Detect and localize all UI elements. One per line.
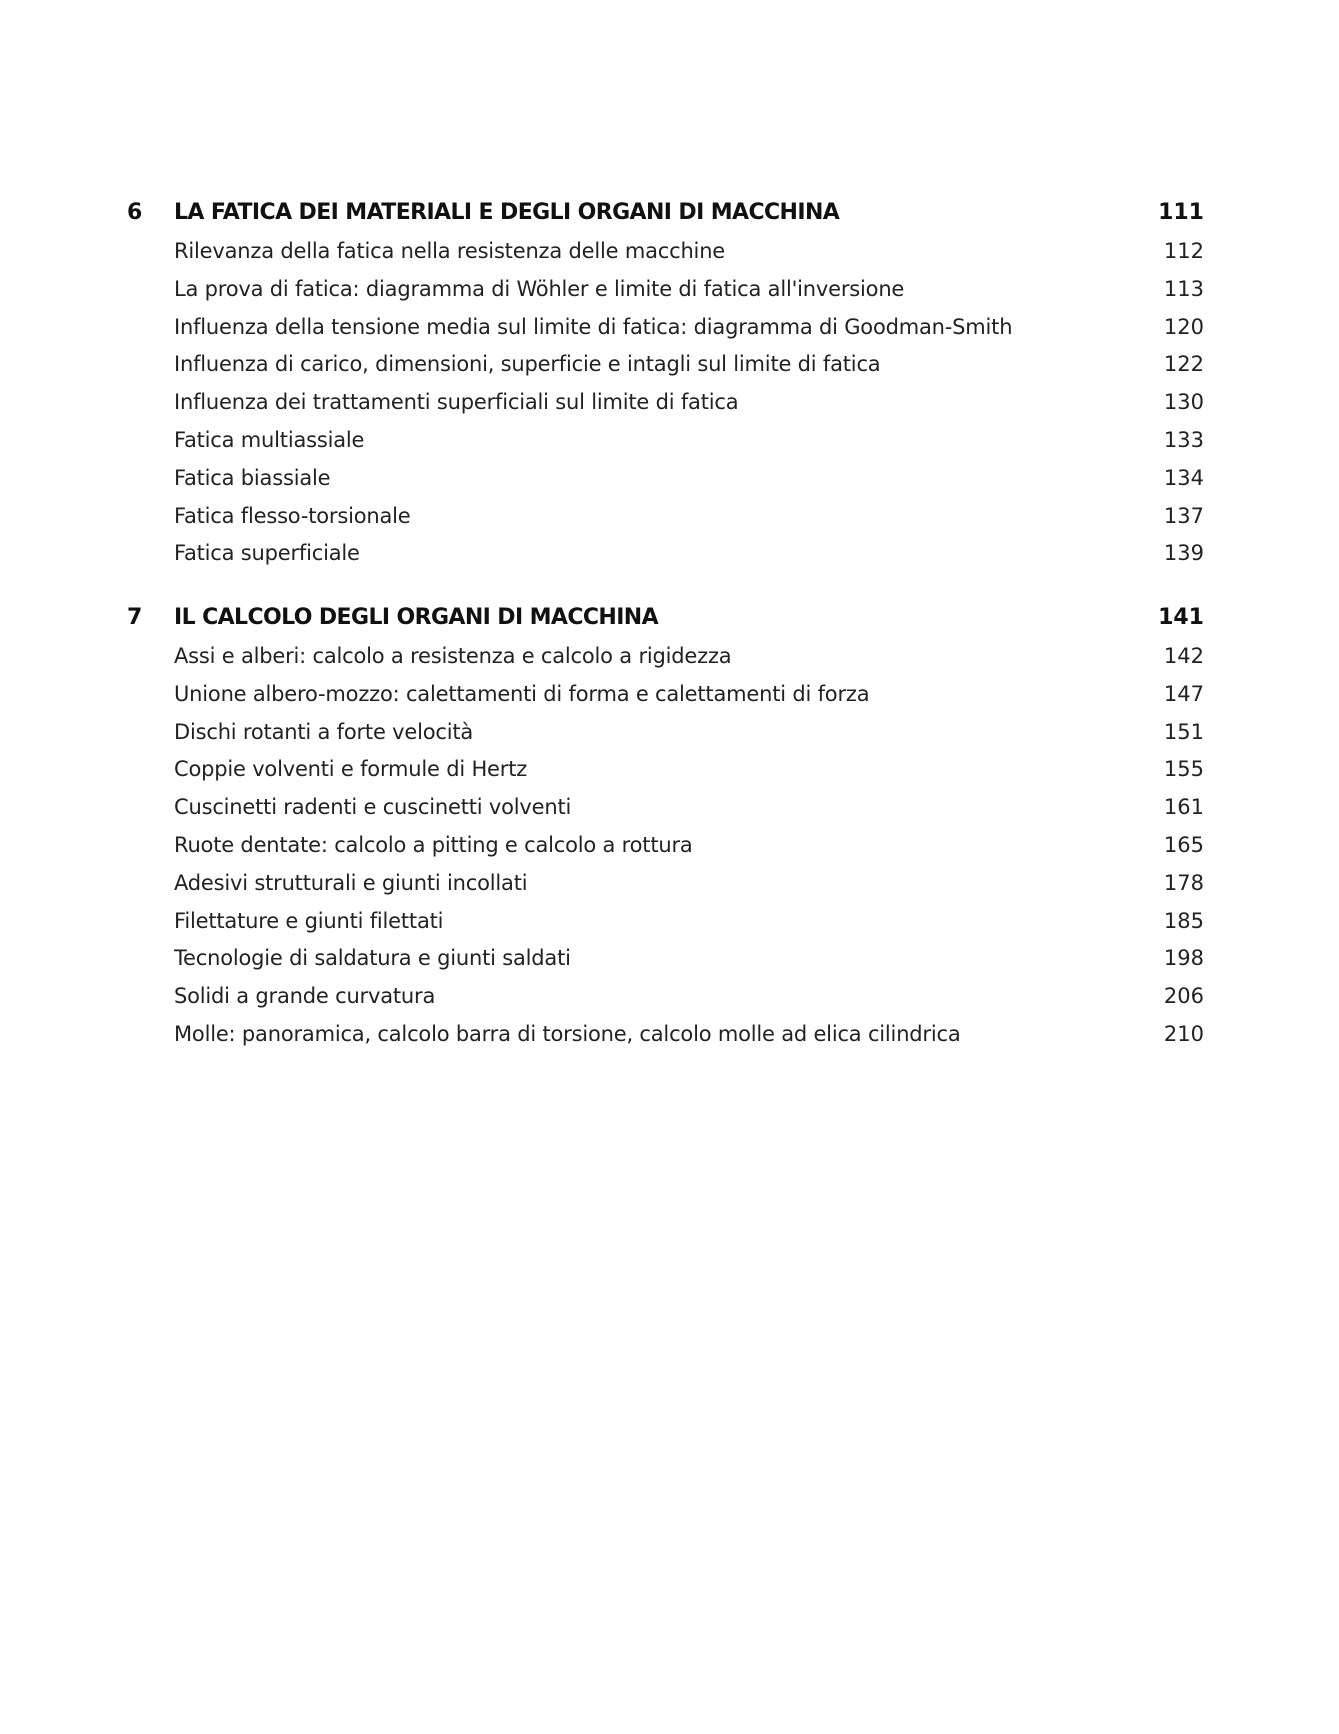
entry-page-number: 161	[1163, 795, 1204, 820]
chapter-page-number: 111	[1158, 200, 1204, 225]
entry-page-number: 113	[1163, 276, 1204, 301]
toc-entry	[0, 978, 1339, 1016]
toc-entry	[0, 535, 1339, 573]
entry-title: Adesivi strutturali e giunti incollati	[174, 870, 528, 895]
toc-entry	[0, 422, 1339, 460]
entry-page-number: 151	[1163, 719, 1204, 744]
toc-entry	[0, 346, 1339, 384]
toc-entry	[0, 751, 1339, 789]
chapter-number: 6	[127, 200, 143, 225]
entry-title: Influenza della tensione media sul limite di fatica: diagramma di Goodman-Smith	[174, 314, 1013, 339]
chapter-entries-list	[0, 233, 1339, 573]
toc-entry	[0, 384, 1339, 422]
toc-entry	[0, 498, 1339, 536]
entry-page-number: 130	[1163, 390, 1204, 415]
entry-title: Fatica flesso-torsionale	[174, 503, 411, 528]
entry-title: Coppie volventi e formule di Hertz	[174, 757, 528, 782]
entry-page-number: 210	[1163, 1021, 1204, 1046]
entry-page-number: 185	[1163, 908, 1204, 933]
entry-title: Ruote dentate: calcolo a pitting e calcolo a rottura	[174, 832, 693, 857]
entry-title: Unione albero-mozzo: calettamenti di forma e calettamenti di forza	[174, 681, 870, 706]
chapter-entries-list	[0, 638, 1339, 1054]
entry-title: Fatica multiassiale	[174, 427, 365, 452]
entry-page-number: 155	[1163, 757, 1204, 782]
entry-title: Molle: panoramica, calcolo barra di torsione, calcolo molle ad elica cilindrica	[174, 1021, 961, 1046]
entry-page-number: 134	[1163, 465, 1204, 490]
entry-page-number: 165	[1163, 832, 1204, 857]
toc-entry	[0, 789, 1339, 827]
toc-entry	[0, 903, 1339, 941]
entry-page-number: 206	[1163, 984, 1204, 1009]
entry-title: Fatica superficiale	[174, 541, 360, 566]
chapter-number: 7	[127, 605, 143, 630]
entry-title: La prova di fatica: diagramma di Wöhler e limite di fatica all'inversione	[174, 276, 905, 301]
toc-entry	[0, 271, 1339, 309]
entry-page-number: 147	[1163, 681, 1204, 706]
chapter-title: IL CALCOLO DEGLI ORGANI DI MACCHINA	[174, 605, 659, 630]
entry-page-number: 139	[1163, 541, 1204, 566]
chapter-6-section	[0, 193, 1339, 573]
entry-title: Assi e alberi: calcolo a resistenza e calcolo a rigidezza	[174, 644, 732, 668]
toc-entry	[0, 714, 1339, 752]
entry-page-number: 198	[1163, 946, 1204, 971]
toc-entry	[0, 233, 1339, 271]
toc-entry	[0, 460, 1339, 498]
entry-title: Influenza dei trattamenti superficiali sul limite di fatica	[174, 390, 739, 415]
entry-title: Rilevanza della fatica nella resistenza delle macchine	[174, 239, 726, 263]
entry-title: Filettature e giunti filettati	[174, 908, 444, 933]
chapter-heading	[0, 598, 1339, 638]
entry-page-number: 122	[1163, 352, 1204, 377]
entry-page-number: 112	[1163, 239, 1204, 263]
toc-entry	[0, 638, 1339, 676]
toc-entry	[0, 865, 1339, 903]
chapter-page-number: 141	[1158, 605, 1204, 630]
chapter-7-section	[0, 598, 1339, 1054]
entry-page-number: 142	[1163, 644, 1204, 668]
entry-page-number: 120	[1163, 314, 1204, 339]
entry-title: Fatica biassiale	[174, 465, 331, 490]
entry-title: Influenza di carico, dimensioni, superficie e intagli sul limite di fatica	[174, 352, 881, 377]
toc-entry	[0, 940, 1339, 978]
toc-entry	[0, 676, 1339, 714]
entry-page-number: 133	[1163, 427, 1204, 452]
entry-title: Dischi rotanti a forte velocità	[174, 719, 474, 744]
toc-entry	[0, 1016, 1339, 1054]
entry-page-number: 137	[1163, 503, 1204, 528]
entry-title: Tecnologie di saldatura e giunti saldati	[174, 946, 571, 971]
chapter-title: LA FATICA DEI MATERIALI E DEGLI ORGANI DI MACCHINA	[174, 200, 840, 225]
chapter-heading	[0, 193, 1339, 233]
entry-title: Cuscinetti radenti e cuscinetti volventi	[174, 795, 572, 820]
toc-entry	[0, 309, 1339, 347]
entry-page-number: 178	[1163, 870, 1204, 895]
entry-title: Solidi a grande curvatura	[174, 984, 436, 1009]
toc-entry	[0, 827, 1339, 865]
